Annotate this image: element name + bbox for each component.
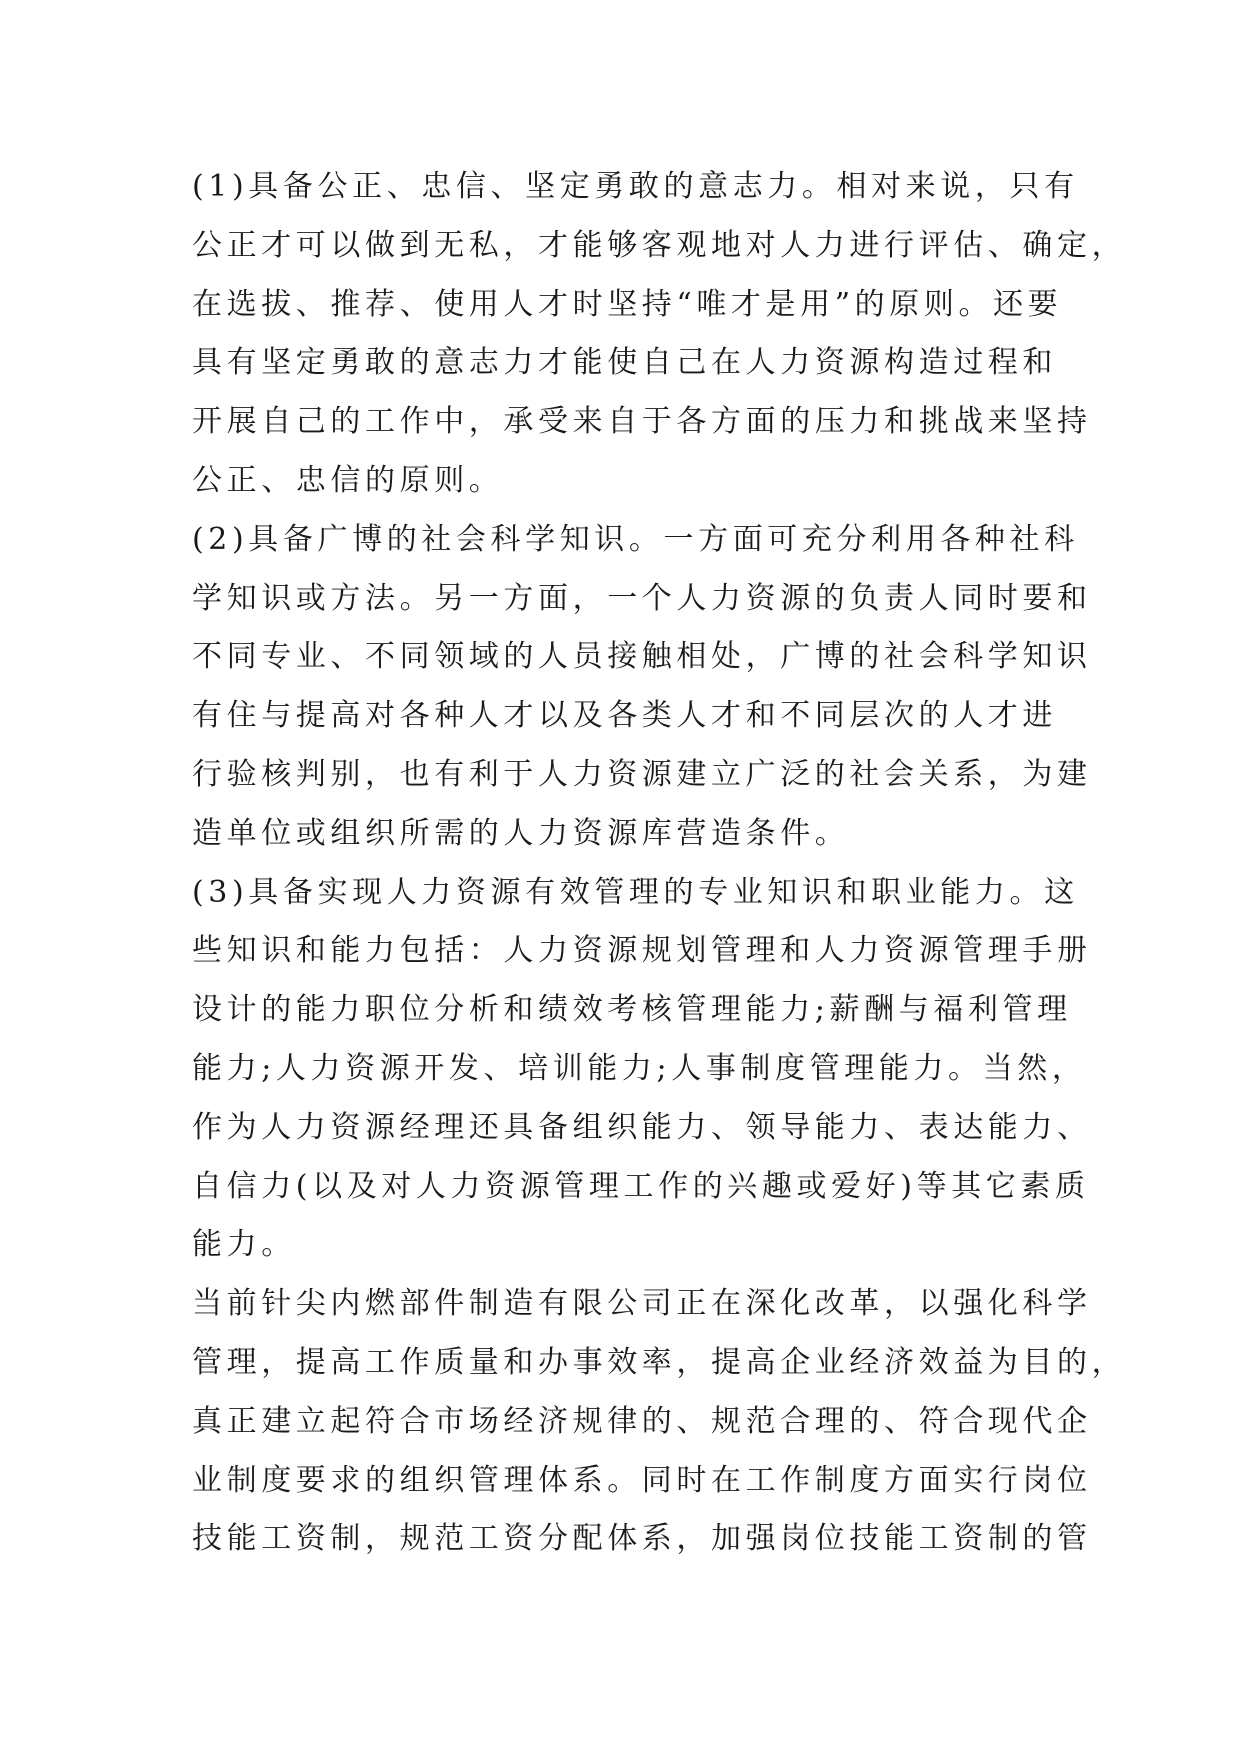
text-line: 真正建立起符合市场经济规律的、规范合理的、符合现代企 [192,1403,1092,1439]
text-line: 在选拔、推荐、使用人才时坚持“唯才是用”的原则。还要 [192,286,1063,322]
text-line: 能力;人力资源开发、培训能力;人事制度管理能力。当然， [192,1050,1087,1086]
text-line: (2)具备广博的社会科学知识。一方面可充分利用各种社科 [192,521,1079,557]
text-line: 公正才可以做到无私，才能够客观地对人力进行评估、确定， [192,227,1127,263]
text-line: 学知识或方法。另一方面，一个人力资源的负责人同时要和 [192,580,1092,616]
text-line: 当前针尖内燃部件制造有限公司正在深化改革，以强化科学 [192,1286,1092,1322]
text-line: 设计的能力职位分析和绩效考核管理能力;薪酬与福利管理 [192,992,1072,1028]
text-line: 作为人力资源经理还具备组织能力、领导能力、表达能力、 [192,1109,1092,1145]
text-line: 技能工资制，规范工资分配体系，加强岗位技能工资制的管 [192,1521,1092,1557]
text-line: 开展自己的工作中，承受来自于各方面的压力和挑战来坚持 [192,404,1092,440]
text-line: 不同专业、不同领域的人员接触相处，广博的社会科学知识 [192,639,1092,675]
text-line: (1)具备公正、忠信、坚定勇敢的意志力。相对来说，只有 [192,169,1079,204]
document-body [192,158,1127,1569]
text-line: 行验核判别，也有利于人力资源建立广泛的社会关系，为建 [192,756,1092,792]
text-line: 管理，提高工作质量和办事效率，提高企业经济效益为目的， [192,1344,1127,1380]
text-line: 造单位或组织所需的人力资源库营造条件。 [192,815,850,851]
text-line: (3)具备实现人力资源有效管理的专业知识和职业能力。这 [192,874,1079,910]
text-line: 自信力(以及对人力资源管理工作的兴趣或爱好)等其它素质 [192,1168,1090,1204]
text-line: 具有坚定勇敢的意志力才能使自己在人力资源构造过程和 [192,345,1057,381]
text-line: 些知识和能力包括：人力资源规划管理和人力资源管理手册 [192,933,1092,969]
text-line: 公正、忠信的原则。 [192,462,504,498]
text-line: 能力。 [192,1227,296,1263]
text-line: 业制度要求的组织管理体系。同时在工作制度方面实行岗位 [192,1462,1092,1498]
text-line: 有住与提高对各种人才以及各类人才和不同层次的人才进 [192,698,1057,734]
